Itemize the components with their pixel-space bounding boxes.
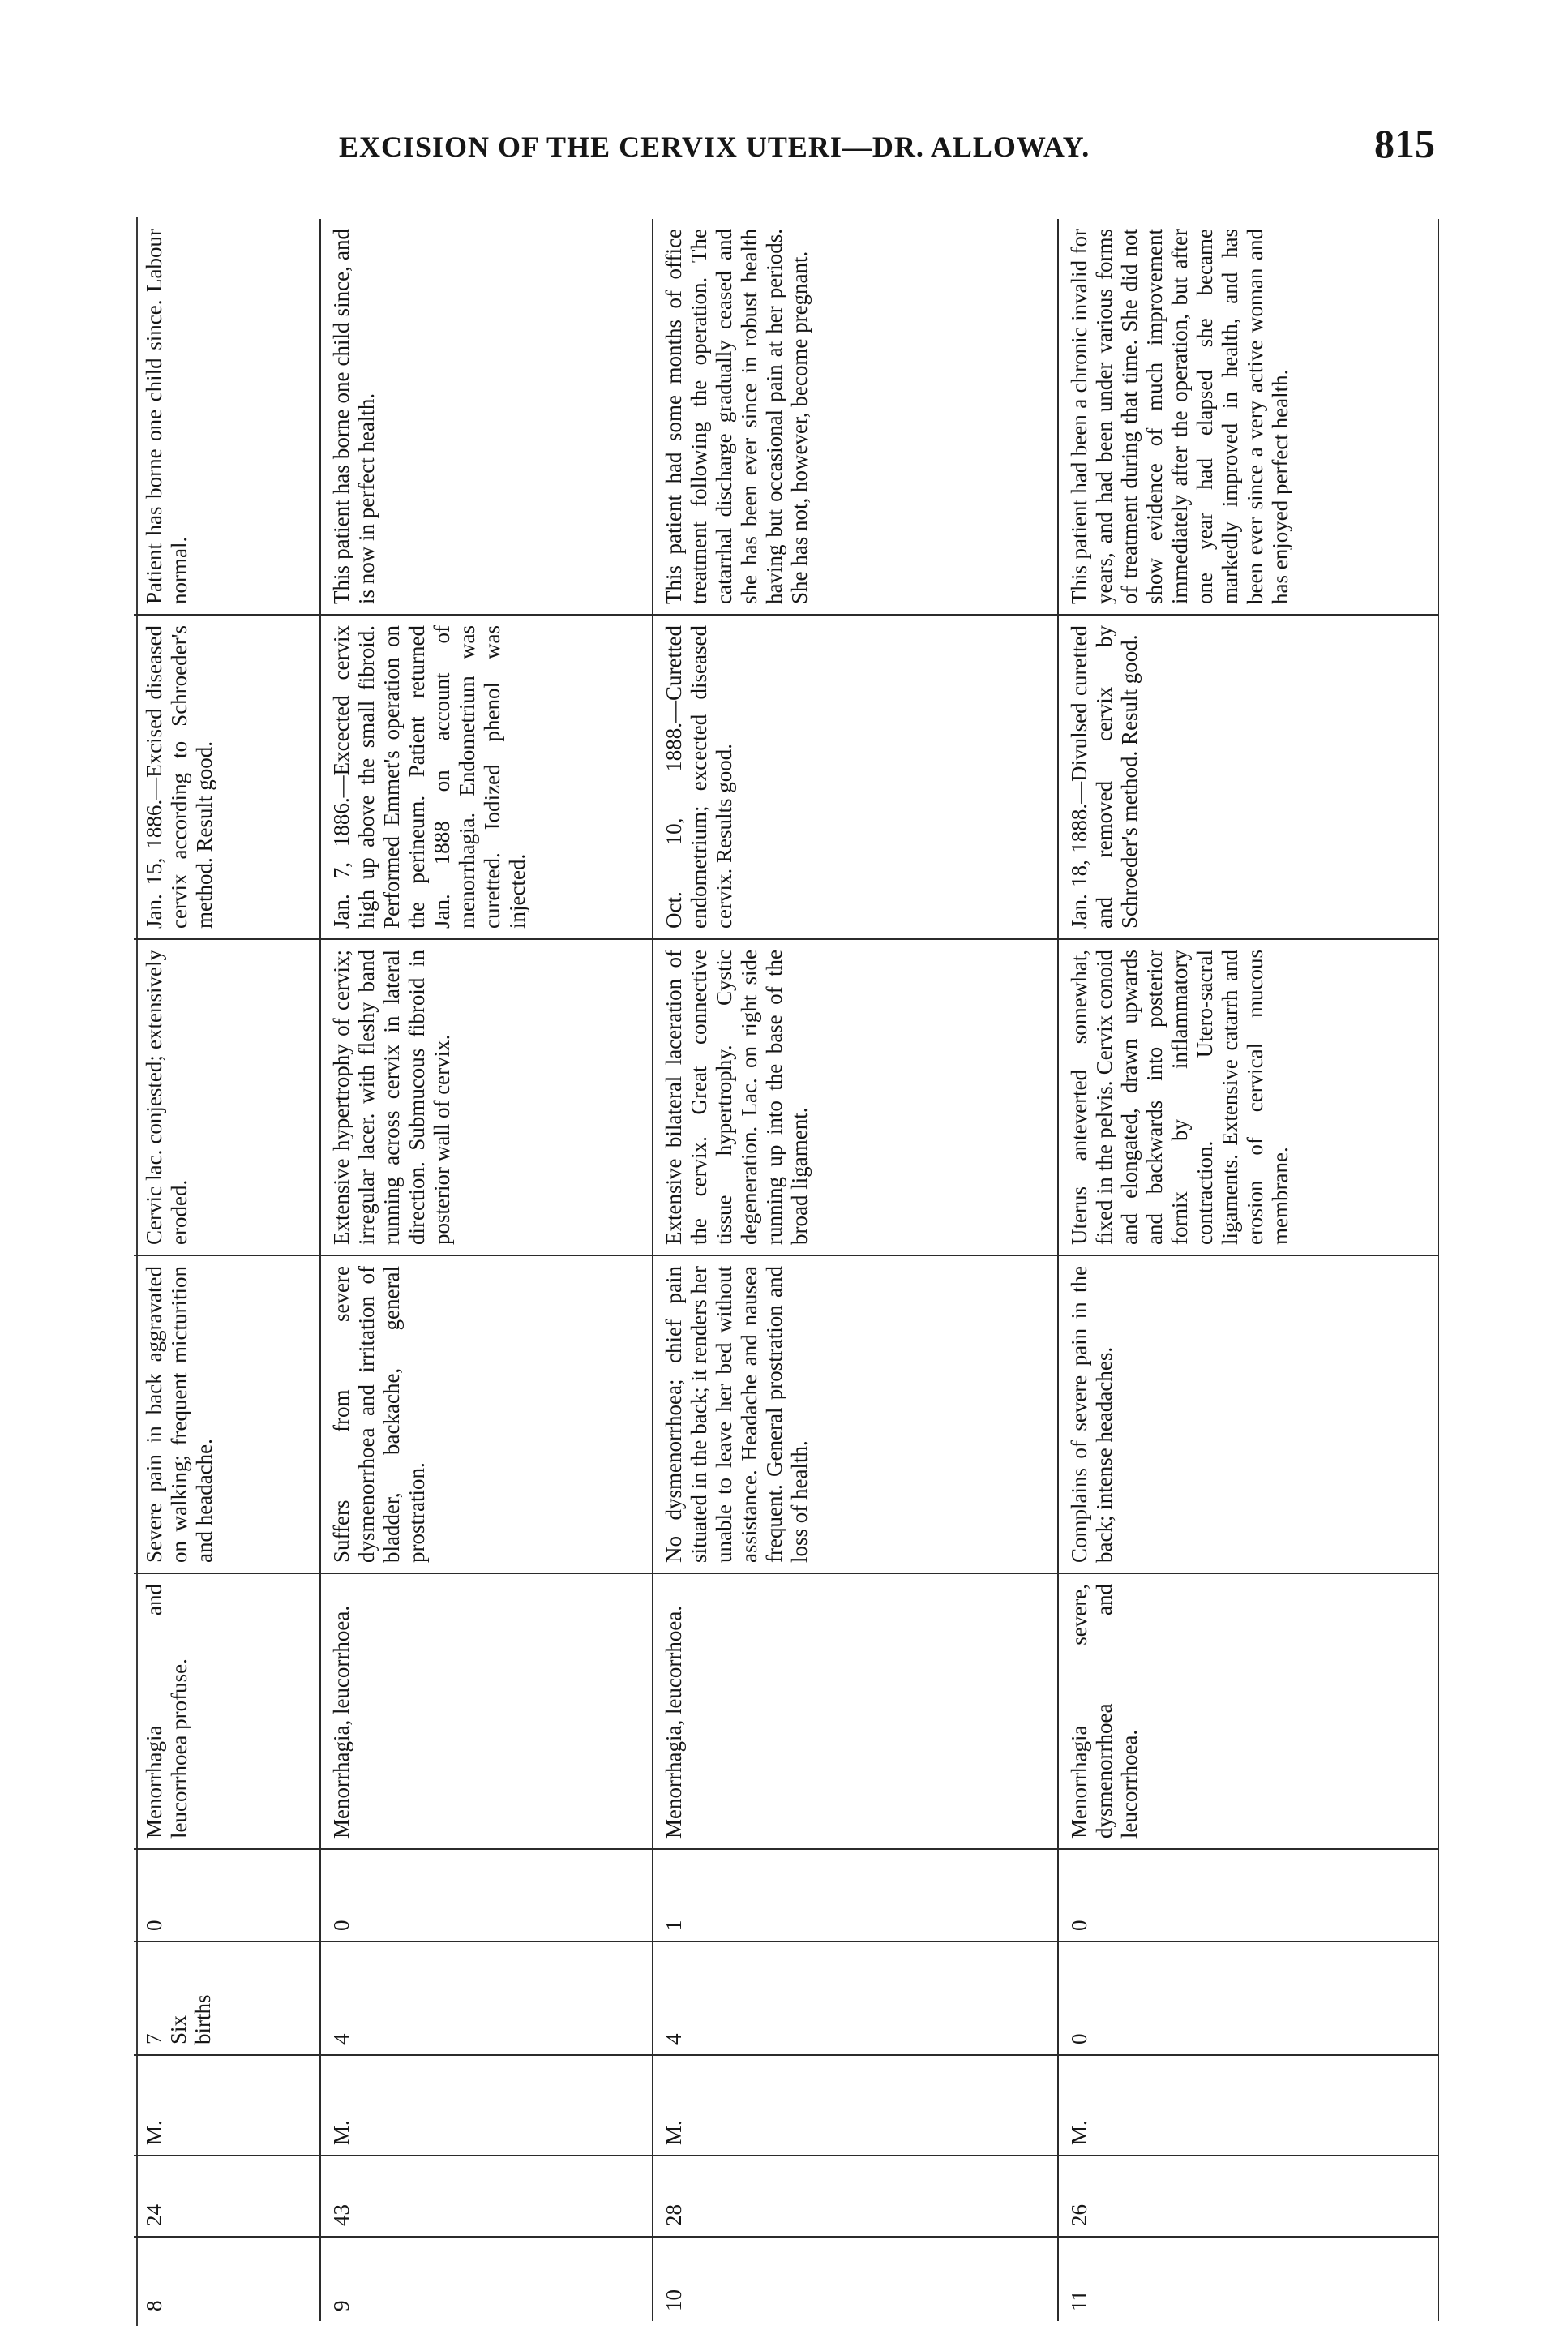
children-line: 7 [142, 2033, 166, 2045]
table-row [1058, 219, 1439, 2321]
children-line: Six [166, 2014, 191, 2045]
symptoms-cell: Menorrhagia and leucorrhoea profuse. [134, 1573, 320, 1849]
miscarriages-cell: 0 [134, 1849, 320, 1942]
page-number: 815 [1374, 121, 1435, 166]
condition-cell: Uterus anteverted somewhat, fixed in the pelvis. Cervix conoid and elongated, drawn upwards and backwards into posterior fornix by inflammatory contraction. Utero-sacral ligaments. Extensive catarrh and erosion of cervical mucous membrane. [1058, 939, 1439, 1255]
case-table [134, 219, 1439, 2321]
children-cell [653, 1942, 1058, 2055]
miscarriages-cell: 0 [320, 1849, 653, 1942]
complaints-cell: Complains of severe pain in the back; intense headaches. [1058, 1255, 1439, 1573]
age-cell: 24 [134, 2156, 320, 2237]
complaints-cell: Severe pain in back aggravated on walking; frequent micturition and headache. [134, 1255, 320, 1573]
age-cell: 28 [653, 2156, 1058, 2237]
complaints-cell: Suffers from severe dysmenorrhoea and irritation of bladder, backache, general prostration. [320, 1255, 653, 1573]
operation-cell: Oct. 10, 1888.—Curetted endometrium; excected diseased cervix. Results good. [653, 615, 1058, 939]
condition-cell: Extensive hypertrophy of cervix; irregular lacer. with fleshy band running across cervix in lateral direction. Submucous fibroid in posterior wall of cervix. [320, 939, 653, 1255]
operation-cell: Jan. 18, 1888.—Divulsed curetted and removed cervix by Schroeder's method. Result good. [1058, 615, 1439, 939]
complaints-cell: No dysmenorrhoea; chief pain situated in the back; it renders her unable to leave her bed without assistance. Headache and nausea frequent. General prostration and loss of health. [653, 1255, 1058, 1573]
marital-status-cell: M. [134, 2055, 320, 2156]
operation-cell: Jan. 15, 1886.—Excised diseased cervix according to Schroeder's method. Result good. [134, 615, 320, 939]
operation-cell: Jan. 7, 1886.—Excected cervix high up above the small fibroid. Performed Emmet's operation on the perineum. Patient returned Jan. 1888 on account of menorrhagia. Endometrium was curetted. Iodized phenol was injected. [320, 615, 653, 939]
age-cell: 43 [320, 2156, 653, 2237]
result-cell: This patient had some months of office treatment following the operation. The catarrhal discharge gradually ceased and she has been ever since in robust health having but occasional pain at her periods. She has not, however, become pregnant. [662, 229, 812, 604]
symptoms-cell: Menorrhagia, leucorrhoea. [653, 1573, 1058, 1849]
children-line: 4 [329, 2033, 353, 2045]
case-number-cell: 8 [134, 2237, 320, 2321]
marital-status-cell: M. [653, 2055, 1058, 2156]
result-cell: This patient had been a chronic invalid for years, and had been under various forms of treatment during that time. She did not show evidence of much improvement immediately after the operation, but after one year had elapsed she became markedly improved in health, and has been ever since a very active woman and has enjoyed perfect health. [1067, 229, 1292, 604]
rotated-table-container [134, 219, 1439, 2321]
miscarriages-cell: 0 [1058, 1849, 1439, 1942]
children-line: 4 [662, 2033, 686, 2045]
page-header [130, 120, 1435, 177]
symptoms-cell: Menorrhagia severe, dysmenorrhoea and leucorrhoea. [1058, 1573, 1439, 1849]
result-cell: Patient has borne one child since. Labour normal. [142, 229, 191, 604]
condition-cell: Cervic lac. conjested; extensively eroded. [134, 939, 320, 1255]
children-cell [320, 1942, 653, 2055]
marital-status-cell: M. [320, 2055, 653, 2156]
children-cell [1058, 1942, 1439, 2055]
rotated-table [134, 219, 1439, 2321]
case-number-cell: 10 [653, 2237, 1058, 2321]
table-row [134, 219, 320, 2321]
table-row [320, 219, 653, 2321]
age-cell: 26 [1058, 2156, 1439, 2237]
running-head: EXCISION OF THE CERVIX UTERI—DR. ALLOWAY. [339, 131, 1090, 163]
symptoms-cell: Menorrhagia, leucorrhoea. [320, 1573, 653, 1849]
case-number-cell: 11 [1058, 2237, 1439, 2321]
marital-status-cell: M. [1058, 2055, 1439, 2156]
children-cell [134, 1942, 320, 2055]
case-number-cell: 9 [320, 2237, 653, 2321]
condition-cell: Extensive bilateral laceration of the cervix. Great connective tissue hypertrophy. Cystic degeneration. Lac. on right side running up into the base of the broad ligament. [653, 939, 1058, 1255]
children-line: births [191, 1994, 215, 2045]
result-cell: This patient has borne one child since, and is now in perfect health. [329, 229, 379, 604]
table-row [653, 219, 1058, 2321]
miscarriages-cell: 1 [653, 1849, 1058, 1942]
children-line: 0 [1067, 2033, 1091, 2045]
